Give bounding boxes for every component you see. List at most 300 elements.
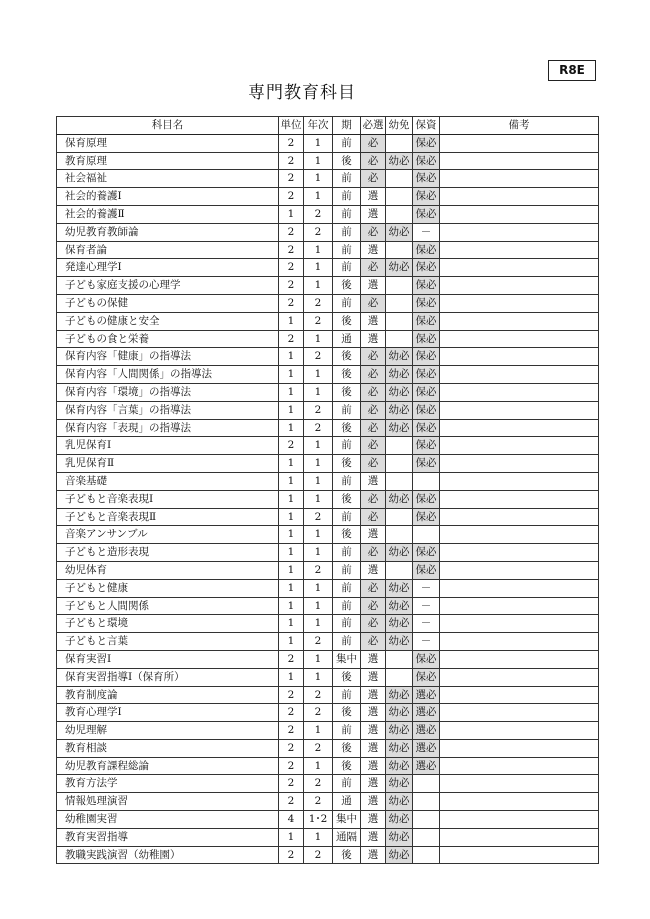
table-body: [57, 134, 599, 864]
units-cell: 2: [279, 259, 304, 277]
subject-name-cell: 保育内容「表現」の指導法: [57, 419, 279, 437]
subject-name-cell: 保育者論: [57, 241, 279, 259]
term-cell: 前: [333, 401, 361, 419]
term-cell: 前: [333, 259, 361, 277]
units-cell: 2: [279, 241, 304, 259]
term-cell: 後: [333, 419, 361, 437]
subject-name-cell: 教育方法学: [57, 775, 279, 793]
nursery-qualification-cell: 保必: [413, 490, 440, 508]
nursery-qualification-cell: 選必: [413, 722, 440, 740]
table-row: [57, 597, 599, 615]
units-cell: 2: [279, 704, 304, 722]
table-row: [57, 828, 599, 846]
nursery-qualification-cell: －: [413, 615, 440, 633]
term-cell: 後: [333, 846, 361, 864]
table-row: [57, 330, 599, 348]
year-cell: 1: [304, 615, 333, 633]
remarks-cell: [440, 793, 599, 811]
subject-name-cell: 保育内容「人間関係」の指導法: [57, 366, 279, 384]
units-cell: 2: [279, 793, 304, 811]
required-cell: 選: [361, 526, 386, 544]
remarks-cell: [440, 668, 599, 686]
kindergarten-license-cell: 幼必: [386, 419, 413, 437]
units-cell: 1: [279, 312, 304, 330]
year-cell: 1: [304, 472, 333, 490]
remarks-cell: [440, 561, 599, 579]
kindergarten-license-cell: 幼必: [386, 739, 413, 757]
term-cell: 前: [333, 241, 361, 259]
subject-name-cell: 教育制度論: [57, 686, 279, 704]
remarks-cell: [440, 775, 599, 793]
kindergarten-license-cell: 幼必: [386, 259, 413, 277]
units-cell: 1: [279, 561, 304, 579]
remarks-cell: [440, 490, 599, 508]
term-cell: 通: [333, 793, 361, 811]
term-cell: 後: [333, 455, 361, 473]
nursery-qualification-cell: [413, 775, 440, 793]
table-row: [57, 633, 599, 651]
year-cell: 1: [304, 383, 333, 401]
kindergarten-license-cell: 幼必: [386, 152, 413, 170]
year-cell: 1: [304, 241, 333, 259]
required-cell: 必: [361, 348, 386, 366]
units-cell: 2: [279, 223, 304, 241]
required-cell: 必: [361, 170, 386, 188]
kindergarten-license-cell: 幼必: [386, 348, 413, 366]
document-code-box: R8E: [548, 60, 596, 81]
table-row: [57, 544, 599, 562]
required-cell: 必: [361, 437, 386, 455]
table-row: [57, 455, 599, 473]
year-cell: 2: [304, 561, 333, 579]
year-cell: 1: [304, 437, 333, 455]
remarks-cell: [440, 134, 599, 152]
term-cell: 前: [333, 775, 361, 793]
subject-name-cell: 音楽アンサンブル: [57, 526, 279, 544]
year-cell: 1: [304, 668, 333, 686]
nursery-qualification-cell: 選必: [413, 739, 440, 757]
kindergarten-license-cell: 幼必: [386, 401, 413, 419]
remarks-cell: [440, 330, 599, 348]
kindergarten-license-cell: [386, 561, 413, 579]
units-cell: 1: [279, 508, 304, 526]
term-cell: 後: [333, 490, 361, 508]
remarks-cell: [440, 811, 599, 829]
header-term: 期: [333, 117, 361, 135]
subject-name-cell: 保育実習指導Ⅰ（保育所）: [57, 668, 279, 686]
subject-name-cell: 子どもと音楽表現Ⅱ: [57, 508, 279, 526]
subject-name-cell: 子どもと人間関係: [57, 597, 279, 615]
remarks-cell: [440, 704, 599, 722]
table-row: [57, 561, 599, 579]
subject-name-cell: 教育原理: [57, 152, 279, 170]
term-cell: 後: [333, 704, 361, 722]
kindergarten-license-cell: 幼必: [386, 597, 413, 615]
units-cell: 1: [279, 668, 304, 686]
year-cell: 2: [304, 846, 333, 864]
year-cell: 2: [304, 686, 333, 704]
table-row: [57, 846, 599, 864]
required-cell: 選: [361, 739, 386, 757]
table-row: [57, 134, 599, 152]
year-cell: 2: [304, 419, 333, 437]
units-cell: 1: [279, 615, 304, 633]
kindergarten-license-cell: 幼必: [386, 775, 413, 793]
required-cell: 必: [361, 152, 386, 170]
subject-name-cell: 幼児教育教師論: [57, 223, 279, 241]
nursery-qualification-cell: 保必: [413, 241, 440, 259]
nursery-qualification-cell: 保必: [413, 170, 440, 188]
kindergarten-license-cell: [386, 330, 413, 348]
year-cell: 2: [304, 793, 333, 811]
kindergarten-license-cell: 幼必: [386, 811, 413, 829]
subject-name-cell: 社会的養護Ⅱ: [57, 205, 279, 223]
subject-name-cell: 子どもの保健: [57, 294, 279, 312]
units-cell: 2: [279, 330, 304, 348]
units-cell: 1: [279, 348, 304, 366]
table-row: [57, 259, 599, 277]
kindergarten-license-cell: [386, 472, 413, 490]
remarks-cell: [440, 508, 599, 526]
subject-name-cell: 幼児体育: [57, 561, 279, 579]
required-cell: 選: [361, 241, 386, 259]
kindergarten-license-cell: [386, 455, 413, 473]
subject-name-cell: 保育内容「言葉」の指導法: [57, 401, 279, 419]
term-cell: 前: [333, 597, 361, 615]
header-kindergarten-license: 幼免: [386, 117, 413, 135]
required-cell: 選: [361, 686, 386, 704]
units-cell: 1: [279, 544, 304, 562]
nursery-qualification-cell: 保必: [413, 134, 440, 152]
table-row: [57, 205, 599, 223]
table-row: [57, 704, 599, 722]
units-cell: 1: [279, 597, 304, 615]
required-cell: 必: [361, 579, 386, 597]
kindergarten-license-cell: [386, 205, 413, 223]
units-cell: 2: [279, 846, 304, 864]
term-cell: 前: [333, 633, 361, 651]
subject-name-cell: 社会的養護Ⅰ: [57, 188, 279, 206]
year-cell: 2: [304, 223, 333, 241]
term-cell: 後: [333, 526, 361, 544]
table-row: [57, 757, 599, 775]
subject-name-cell: 子どもと造形表現: [57, 544, 279, 562]
kindergarten-license-cell: [386, 650, 413, 668]
table-row: [57, 152, 599, 170]
year-cell: 1: [304, 277, 333, 295]
kindergarten-license-cell: [386, 508, 413, 526]
required-cell: 必: [361, 294, 386, 312]
units-cell: 2: [279, 775, 304, 793]
year-cell: 2: [304, 704, 333, 722]
term-cell: 前: [333, 508, 361, 526]
term-cell: 前: [333, 561, 361, 579]
nursery-qualification-cell: 選必: [413, 686, 440, 704]
term-cell: 後: [333, 739, 361, 757]
required-cell: 必: [361, 633, 386, 651]
nursery-qualification-cell: 保必: [413, 330, 440, 348]
term-cell: 前: [333, 134, 361, 152]
kindergarten-license-cell: 幼必: [386, 633, 413, 651]
remarks-cell: [440, 722, 599, 740]
nursery-qualification-cell: 保必: [413, 668, 440, 686]
term-cell: 後: [333, 366, 361, 384]
remarks-cell: [440, 312, 599, 330]
required-cell: 選: [361, 472, 386, 490]
year-cell: 1: [304, 828, 333, 846]
units-cell: 4: [279, 811, 304, 829]
subject-name-cell: 教育心理学Ⅰ: [57, 704, 279, 722]
term-cell: 前: [333, 170, 361, 188]
nursery-qualification-cell: 保必: [413, 508, 440, 526]
term-cell: 前: [333, 294, 361, 312]
required-cell: 必: [361, 615, 386, 633]
subject-name-cell: 子どもと言葉: [57, 633, 279, 651]
table-row: [57, 419, 599, 437]
units-cell: 2: [279, 739, 304, 757]
year-cell: 2: [304, 508, 333, 526]
required-cell: 選: [361, 205, 386, 223]
required-cell: 選: [361, 722, 386, 740]
kindergarten-license-cell: [386, 277, 413, 295]
units-cell: 1: [279, 383, 304, 401]
units-cell: 2: [279, 294, 304, 312]
remarks-cell: [440, 455, 599, 473]
term-cell: 前: [333, 579, 361, 597]
units-cell: 1: [279, 366, 304, 384]
required-cell: 必: [361, 223, 386, 241]
year-cell: 1: [304, 544, 333, 562]
nursery-qualification-cell: 保必: [413, 561, 440, 579]
required-cell: 必: [361, 597, 386, 615]
table-row: [57, 223, 599, 241]
nursery-qualification-cell: 保必: [413, 383, 440, 401]
table-row: [57, 793, 599, 811]
table-row: [57, 401, 599, 419]
subject-name-cell: 子どもと環境: [57, 615, 279, 633]
units-cell: 1: [279, 828, 304, 846]
table-row: [57, 650, 599, 668]
year-cell: 1: [304, 722, 333, 740]
subject-name-cell: 教育実習指導: [57, 828, 279, 846]
kindergarten-license-cell: 幼必: [386, 544, 413, 562]
remarks-cell: [440, 828, 599, 846]
year-cell: 1: [304, 259, 333, 277]
units-cell: 1: [279, 472, 304, 490]
kindergarten-license-cell: [386, 312, 413, 330]
nursery-qualification-cell: －: [413, 223, 440, 241]
term-cell: 後: [333, 312, 361, 330]
kindergarten-license-cell: 幼必: [386, 846, 413, 864]
units-cell: 2: [279, 277, 304, 295]
subject-name-cell: 子ども家庭支援の心理学: [57, 277, 279, 295]
subject-name-cell: 情報処理演習: [57, 793, 279, 811]
kindergarten-license-cell: 幼必: [386, 722, 413, 740]
nursery-qualification-cell: 保必: [413, 259, 440, 277]
units-cell: 1: [279, 579, 304, 597]
units-cell: 1: [279, 205, 304, 223]
nursery-qualification-cell: [413, 472, 440, 490]
nursery-qualification-cell: [413, 846, 440, 864]
remarks-cell: [440, 383, 599, 401]
required-cell: 選: [361, 312, 386, 330]
nursery-qualification-cell: 保必: [413, 419, 440, 437]
subject-name-cell: 保育原理: [57, 134, 279, 152]
year-cell: 1: [304, 170, 333, 188]
kindergarten-license-cell: 幼必: [386, 490, 413, 508]
required-cell: 選: [361, 561, 386, 579]
nursery-qualification-cell: －: [413, 579, 440, 597]
remarks-cell: [440, 366, 599, 384]
units-cell: 1: [279, 490, 304, 508]
table-row: [57, 811, 599, 829]
term-cell: 前: [333, 544, 361, 562]
nursery-qualification-cell: 保必: [413, 348, 440, 366]
subject-name-cell: 乳児保育Ⅱ: [57, 455, 279, 473]
required-cell: 必: [361, 455, 386, 473]
required-cell: 必: [361, 544, 386, 562]
year-cell: 1: [304, 366, 333, 384]
units-cell: 2: [279, 757, 304, 775]
remarks-cell: [440, 633, 599, 651]
table-row: [57, 490, 599, 508]
nursery-qualification-cell: 保必: [413, 205, 440, 223]
kindergarten-license-cell: 幼必: [386, 686, 413, 704]
header-subject: 科目名: [57, 117, 279, 135]
year-cell: 1: [304, 152, 333, 170]
table-row: [57, 348, 599, 366]
term-cell: 集中: [333, 811, 361, 829]
term-cell: 前: [333, 188, 361, 206]
required-cell: 必: [361, 383, 386, 401]
units-cell: 2: [279, 437, 304, 455]
subject-name-cell: 子どもの健康と安全: [57, 312, 279, 330]
units-cell: 1: [279, 419, 304, 437]
kindergarten-license-cell: 幼必: [386, 757, 413, 775]
year-cell: 2: [304, 205, 333, 223]
required-cell: 選: [361, 650, 386, 668]
required-cell: 必: [361, 419, 386, 437]
required-cell: 選: [361, 757, 386, 775]
kindergarten-license-cell: 幼必: [386, 366, 413, 384]
remarks-cell: [440, 739, 599, 757]
subject-name-cell: 社会福祉: [57, 170, 279, 188]
term-cell: 前: [333, 223, 361, 241]
kindergarten-license-cell: 幼必: [386, 704, 413, 722]
units-cell: 1: [279, 526, 304, 544]
year-cell: 2: [304, 294, 333, 312]
remarks-cell: [440, 579, 599, 597]
subject-name-cell: 子どもの食と栄養: [57, 330, 279, 348]
remarks-cell: [440, 259, 599, 277]
kindergarten-license-cell: 幼必: [386, 223, 413, 241]
kindergarten-license-cell: 幼必: [386, 828, 413, 846]
table-row: [57, 277, 599, 295]
year-cell: 2: [304, 401, 333, 419]
kindergarten-license-cell: [386, 437, 413, 455]
table-row: [57, 188, 599, 206]
year-cell: 1: [304, 526, 333, 544]
kindergarten-license-cell: [386, 668, 413, 686]
year-cell: 1: [304, 455, 333, 473]
required-cell: 選: [361, 668, 386, 686]
header-units: 単位: [279, 117, 304, 135]
units-cell: 1: [279, 455, 304, 473]
page-title: 専門教育科目: [248, 83, 356, 103]
year-cell: 1･2: [304, 811, 333, 829]
remarks-cell: [440, 597, 599, 615]
required-cell: 必: [361, 259, 386, 277]
remarks-cell: [440, 152, 599, 170]
nursery-qualification-cell: 保必: [413, 650, 440, 668]
nursery-qualification-cell: 保必: [413, 152, 440, 170]
kindergarten-license-cell: 幼必: [386, 579, 413, 597]
remarks-cell: [440, 294, 599, 312]
kindergarten-license-cell: 幼必: [386, 793, 413, 811]
kindergarten-license-cell: [386, 188, 413, 206]
year-cell: 1: [304, 134, 333, 152]
required-cell: 選: [361, 704, 386, 722]
nursery-qualification-cell: [413, 811, 440, 829]
nursery-qualification-cell: [413, 793, 440, 811]
required-cell: 選: [361, 811, 386, 829]
remarks-cell: [440, 170, 599, 188]
nursery-qualification-cell: 保必: [413, 401, 440, 419]
nursery-qualification-cell: －: [413, 597, 440, 615]
table-row: [57, 170, 599, 188]
units-cell: 2: [279, 650, 304, 668]
header-required: 必選: [361, 117, 386, 135]
required-cell: 必: [361, 401, 386, 419]
term-cell: 通: [333, 330, 361, 348]
table-row: [57, 686, 599, 704]
remarks-cell: [440, 526, 599, 544]
remarks-cell: [440, 401, 599, 419]
nursery-qualification-cell: 選必: [413, 704, 440, 722]
units-cell: 2: [279, 134, 304, 152]
subject-name-cell: 教育相談: [57, 739, 279, 757]
year-cell: 2: [304, 348, 333, 366]
remarks-cell: [440, 419, 599, 437]
remarks-cell: [440, 686, 599, 704]
term-cell: 前: [333, 437, 361, 455]
nursery-qualification-cell: 保必: [413, 188, 440, 206]
year-cell: 2: [304, 633, 333, 651]
subject-name-cell: 教職実践演習（幼稚園）: [57, 846, 279, 864]
header-remarks: 備考: [440, 117, 599, 135]
year-cell: 1: [304, 330, 333, 348]
units-cell: 2: [279, 188, 304, 206]
remarks-cell: [440, 846, 599, 864]
subject-name-cell: 保育内容「環境」の指導法: [57, 383, 279, 401]
year-cell: 1: [304, 579, 333, 597]
term-cell: 後: [333, 277, 361, 295]
term-cell: 前: [333, 722, 361, 740]
required-cell: 選: [361, 775, 386, 793]
year-cell: 1: [304, 757, 333, 775]
year-cell: 2: [304, 739, 333, 757]
table-row: [57, 312, 599, 330]
term-cell: 後: [333, 668, 361, 686]
remarks-cell: [440, 241, 599, 259]
table-row: [57, 722, 599, 740]
table-row: [57, 615, 599, 633]
remarks-cell: [440, 348, 599, 366]
subject-name-cell: 音楽基礎: [57, 472, 279, 490]
nursery-qualification-cell: 保必: [413, 437, 440, 455]
subject-name-cell: 幼稚園実習: [57, 811, 279, 829]
term-cell: 後: [333, 383, 361, 401]
